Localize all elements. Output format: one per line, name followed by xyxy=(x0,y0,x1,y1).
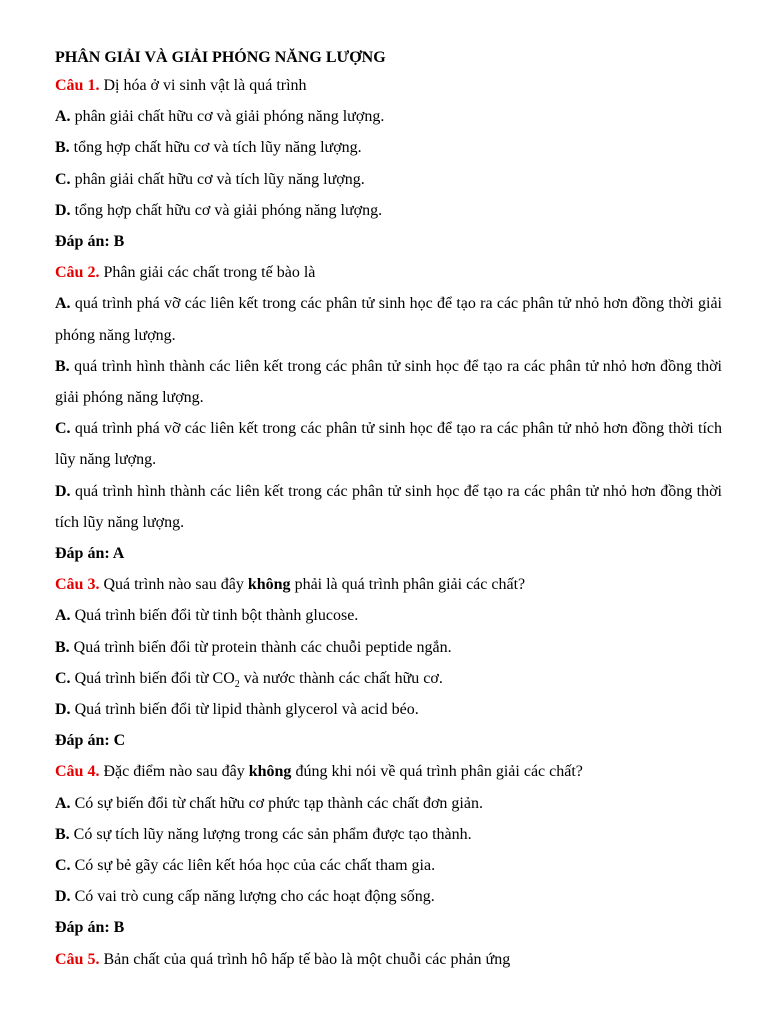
option-d xyxy=(55,881,722,912)
question-stem xyxy=(55,70,722,101)
option-text: tổng hợp chất hữu cơ và giải phóng năng lượng. xyxy=(70,201,383,219)
question-text: Dị hóa ở vi sinh vật là quá trình xyxy=(99,77,307,94)
option-text: Có sự biến đổi từ chất hữu cơ phức tạp thành các chất đơn giản. xyxy=(70,794,483,812)
option-text: Quá trình biến đổi từ lipid thành glycerol và acid béo. xyxy=(70,701,419,719)
option-c xyxy=(55,663,722,694)
option-text-after: và nước thành các chất hữu cơ. xyxy=(239,669,443,687)
option-b xyxy=(55,351,722,413)
option-b xyxy=(55,132,722,163)
option-key: D. xyxy=(55,201,71,219)
question-text: Bản chất của quá trình hô hấp tế bào là một chuỗi các phản ứng xyxy=(99,950,511,968)
option-key: A. xyxy=(55,108,71,126)
question-number: Câu 4. xyxy=(55,763,100,781)
option-key: B. xyxy=(55,825,70,843)
question-number: Câu 5. xyxy=(55,950,100,968)
option-text-before: Quá trình biến đổi từ CO xyxy=(70,669,235,687)
question-3 xyxy=(55,569,722,756)
option-key: B. xyxy=(55,638,70,656)
option-c xyxy=(55,164,722,195)
option-key: B. xyxy=(55,139,70,157)
subscript: 2 xyxy=(234,679,240,691)
question-number: Câu 2. xyxy=(55,264,100,282)
option-text: Có vai trò cung cấp năng lượng cho các hoạt động sống. xyxy=(70,888,435,906)
option-a xyxy=(55,600,722,631)
option-key: D. xyxy=(55,482,71,500)
question-stem xyxy=(55,569,722,600)
option-a xyxy=(55,788,722,819)
question-number: Câu 3. xyxy=(55,576,100,594)
option-text: quá trình hình thành các liên kết trong các phân tử sinh học để tạo ra các phân tử nhỏ hơn đồng thời giải phóng năng lượng. xyxy=(55,357,722,407)
option-d xyxy=(55,694,722,725)
question-2 xyxy=(55,257,722,569)
question-text-before: Quá trình nào sau đây xyxy=(99,576,248,594)
option-text: Quá trình biến đổi từ protein thành các chuỗi peptide ngắn. xyxy=(69,638,452,656)
question-keyword: không xyxy=(247,576,291,594)
option-text: phân giải chất hữu cơ và giải phóng năng lượng. xyxy=(70,108,385,126)
option-key: C. xyxy=(55,420,71,438)
question-text-after: phải là quá trình phân giải các chất? xyxy=(290,576,526,594)
option-key: D. xyxy=(55,701,71,719)
option-a xyxy=(55,288,722,350)
option-text: Có sự bẻ gãy các liên kết hóa học của các chất tham gia. xyxy=(70,857,436,875)
option-key: C. xyxy=(55,170,71,188)
question-keyword: không xyxy=(248,763,292,781)
question-number: Câu 1. xyxy=(55,77,100,94)
answer-key: Đáp án: B xyxy=(55,919,125,937)
option-key: A. xyxy=(55,794,71,812)
question-text-after: đúng khi nói về quá trình phân giải các chất? xyxy=(291,763,583,781)
question-5 xyxy=(55,944,722,975)
question-text: Phân giải các chất trong tế bào là xyxy=(99,264,316,282)
option-key: D. xyxy=(55,888,71,906)
option-key: A. xyxy=(55,607,71,625)
option-key: C. xyxy=(55,669,71,687)
option-key: B. xyxy=(55,357,70,375)
option-d xyxy=(55,195,722,226)
option-text: tổng hợp chất hữu cơ và tích lũy năng lượng. xyxy=(69,139,362,157)
option-c xyxy=(55,413,722,475)
question-4 xyxy=(55,756,722,943)
option-text: quá trình phá vỡ các liên kết trong các phân tử sinh học để tạo ra các phân tử nhỏ hơn đồng thời tích lũy năng lượng. xyxy=(55,420,722,469)
option-text: quá trình phá vỡ các liên kết trong các phân tử sinh học để tạo ra các phân tử nhỏ hơn đồng thời giải phóng năng lượng. xyxy=(55,295,722,344)
option-b xyxy=(55,819,722,850)
option-c xyxy=(55,850,722,881)
answer-key: Đáp án: A xyxy=(55,545,125,563)
option-text: Quá trình biến đổi từ tinh bột thành glucose. xyxy=(70,607,359,625)
document-title: PHÂN GIẢI VÀ GIẢI PHÓNG NĂNG LƯỢNG xyxy=(55,49,386,66)
question-text-before: Đặc điểm nào sau đây xyxy=(99,763,249,781)
option-b xyxy=(55,632,722,663)
answer-key: Đáp án: C xyxy=(55,732,126,750)
option-a xyxy=(55,101,722,132)
question-stem xyxy=(55,944,722,975)
option-text: quá trình hình thành các liên kết trong các phân tử sinh học để tạo ra các phân tử nhỏ hơn đồng thời tích lũy năng lượng. xyxy=(55,482,722,531)
answer-key: Đáp án: B xyxy=(55,233,125,251)
option-key: C. xyxy=(55,857,71,875)
option-text: Có sự tích lũy năng lượng trong các sản phẩm được tạo thành. xyxy=(69,825,472,843)
option-d xyxy=(55,476,722,538)
question-1 xyxy=(55,70,722,257)
option-key: A. xyxy=(55,295,71,313)
question-stem xyxy=(55,257,722,288)
option-text: phân giải chất hữu cơ và tích lũy năng lượng. xyxy=(70,170,365,188)
question-stem xyxy=(55,756,722,787)
